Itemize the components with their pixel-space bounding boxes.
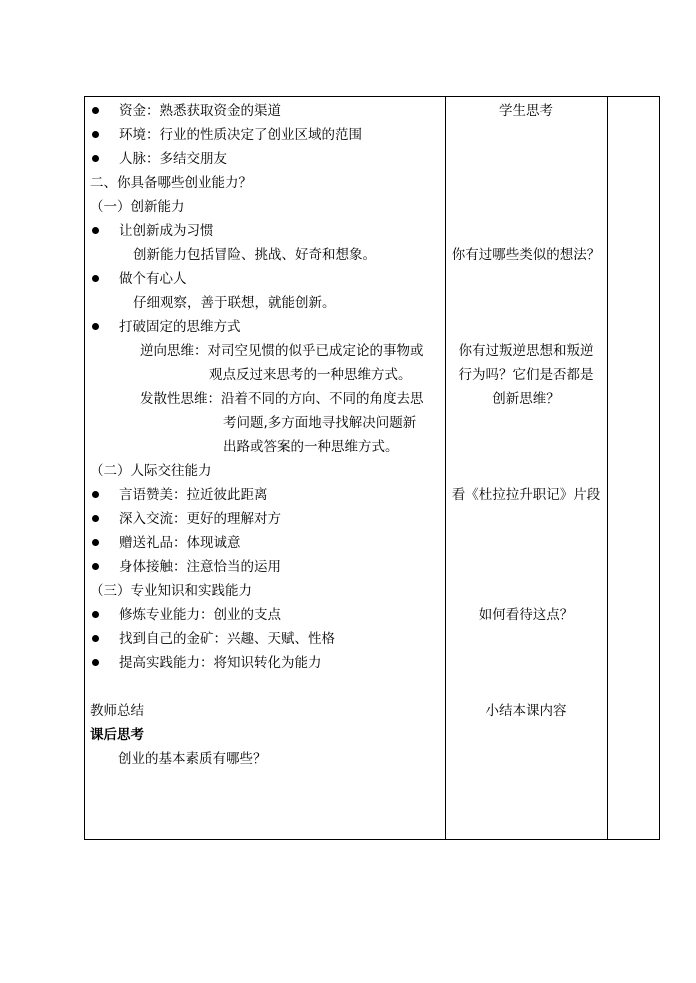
subsection-heading: （一）创新能力 <box>90 199 185 215</box>
text-line: 做个有心人 <box>119 271 187 287</box>
column-divider <box>607 97 608 839</box>
text-line: 资金：熟悉获取资金的渠道 <box>119 103 281 119</box>
bullet-icon <box>92 515 99 522</box>
subsection-heading: （二）人际交往能力 <box>90 463 212 479</box>
activity-text: 如何看待这点？ <box>478 607 574 623</box>
column-heading: 学生思考 <box>499 103 553 119</box>
text-line: 创新能力包括冒险、挑战、好奇和想象。 <box>133 247 376 263</box>
column-divider <box>445 97 446 839</box>
subsection-heading: （三）专业知识和实践能力 <box>90 583 252 599</box>
activity-text: 小结本课内容 <box>485 703 567 719</box>
text-line: 言语赞美：拉近彼此距离 <box>119 487 268 503</box>
bullet-icon <box>92 611 99 618</box>
bullet-icon <box>92 539 99 546</box>
bullet-icon <box>92 563 99 570</box>
bullet-icon <box>92 107 99 114</box>
text-line: 逆向思维：对司空见惯的似乎已成定论的事物或 <box>140 343 424 359</box>
bullet-icon <box>92 131 99 138</box>
text-line: 提高实践能力：将知识转化为能力 <box>119 655 322 671</box>
text-line: 打破固定的思维方式 <box>119 319 241 335</box>
activity-text: 你有过哪些类似的想法？ <box>451 247 601 263</box>
activity-text: 创新思维？ <box>492 391 560 407</box>
bullet-icon <box>92 155 99 162</box>
text-line: 考问题,多方面地寻找解决问题新 <box>223 415 417 431</box>
bullet-icon <box>92 635 99 642</box>
activity-text: 你有过叛逆思想和叛逆 <box>458 343 594 359</box>
summary-heading: 教师总结 <box>90 703 144 719</box>
text-line: 观点反过来思考的一种思维方式。 <box>209 367 412 383</box>
bullet-icon <box>92 227 99 234</box>
text-line: 修炼专业能力：创业的支点 <box>119 607 281 623</box>
text-line: 深入交流：更好的理解对方 <box>119 511 281 527</box>
text-line: 身体接触：注意恰当的运用 <box>119 559 281 575</box>
text-line: 人脉：多结交朋友 <box>119 151 227 167</box>
text-line: 创业的基本素质有哪些？ <box>118 751 267 767</box>
text-line: 环境：行业的性质决定了创业区域的范围 <box>119 127 362 143</box>
bullet-icon <box>92 491 99 498</box>
homework-heading: 课后思考 <box>90 727 144 743</box>
section-heading: 二、你具备哪些创业能力？ <box>90 175 252 191</box>
activity-text: 行为吗？它们是否都是 <box>458 367 594 383</box>
text-line: 发散性思维：沿着不同的方向、不同的角度去思 <box>140 391 424 407</box>
bullet-icon <box>92 275 99 282</box>
text-line: 找到自己的金矿：兴趣、天赋、性格 <box>119 631 335 647</box>
text-line: 出路或答案的一种思维方式。 <box>223 439 399 455</box>
activity-text: 看《杜拉拉升职记》片段 <box>451 487 601 503</box>
bullet-icon <box>92 323 99 330</box>
text-line: 仔细观察，善于联想，就能创新。 <box>133 295 336 311</box>
text-line: 让创新成为习惯 <box>119 223 214 239</box>
bullet-icon <box>92 659 99 666</box>
text-line: 赠送礼品：体现诚意 <box>119 535 241 551</box>
